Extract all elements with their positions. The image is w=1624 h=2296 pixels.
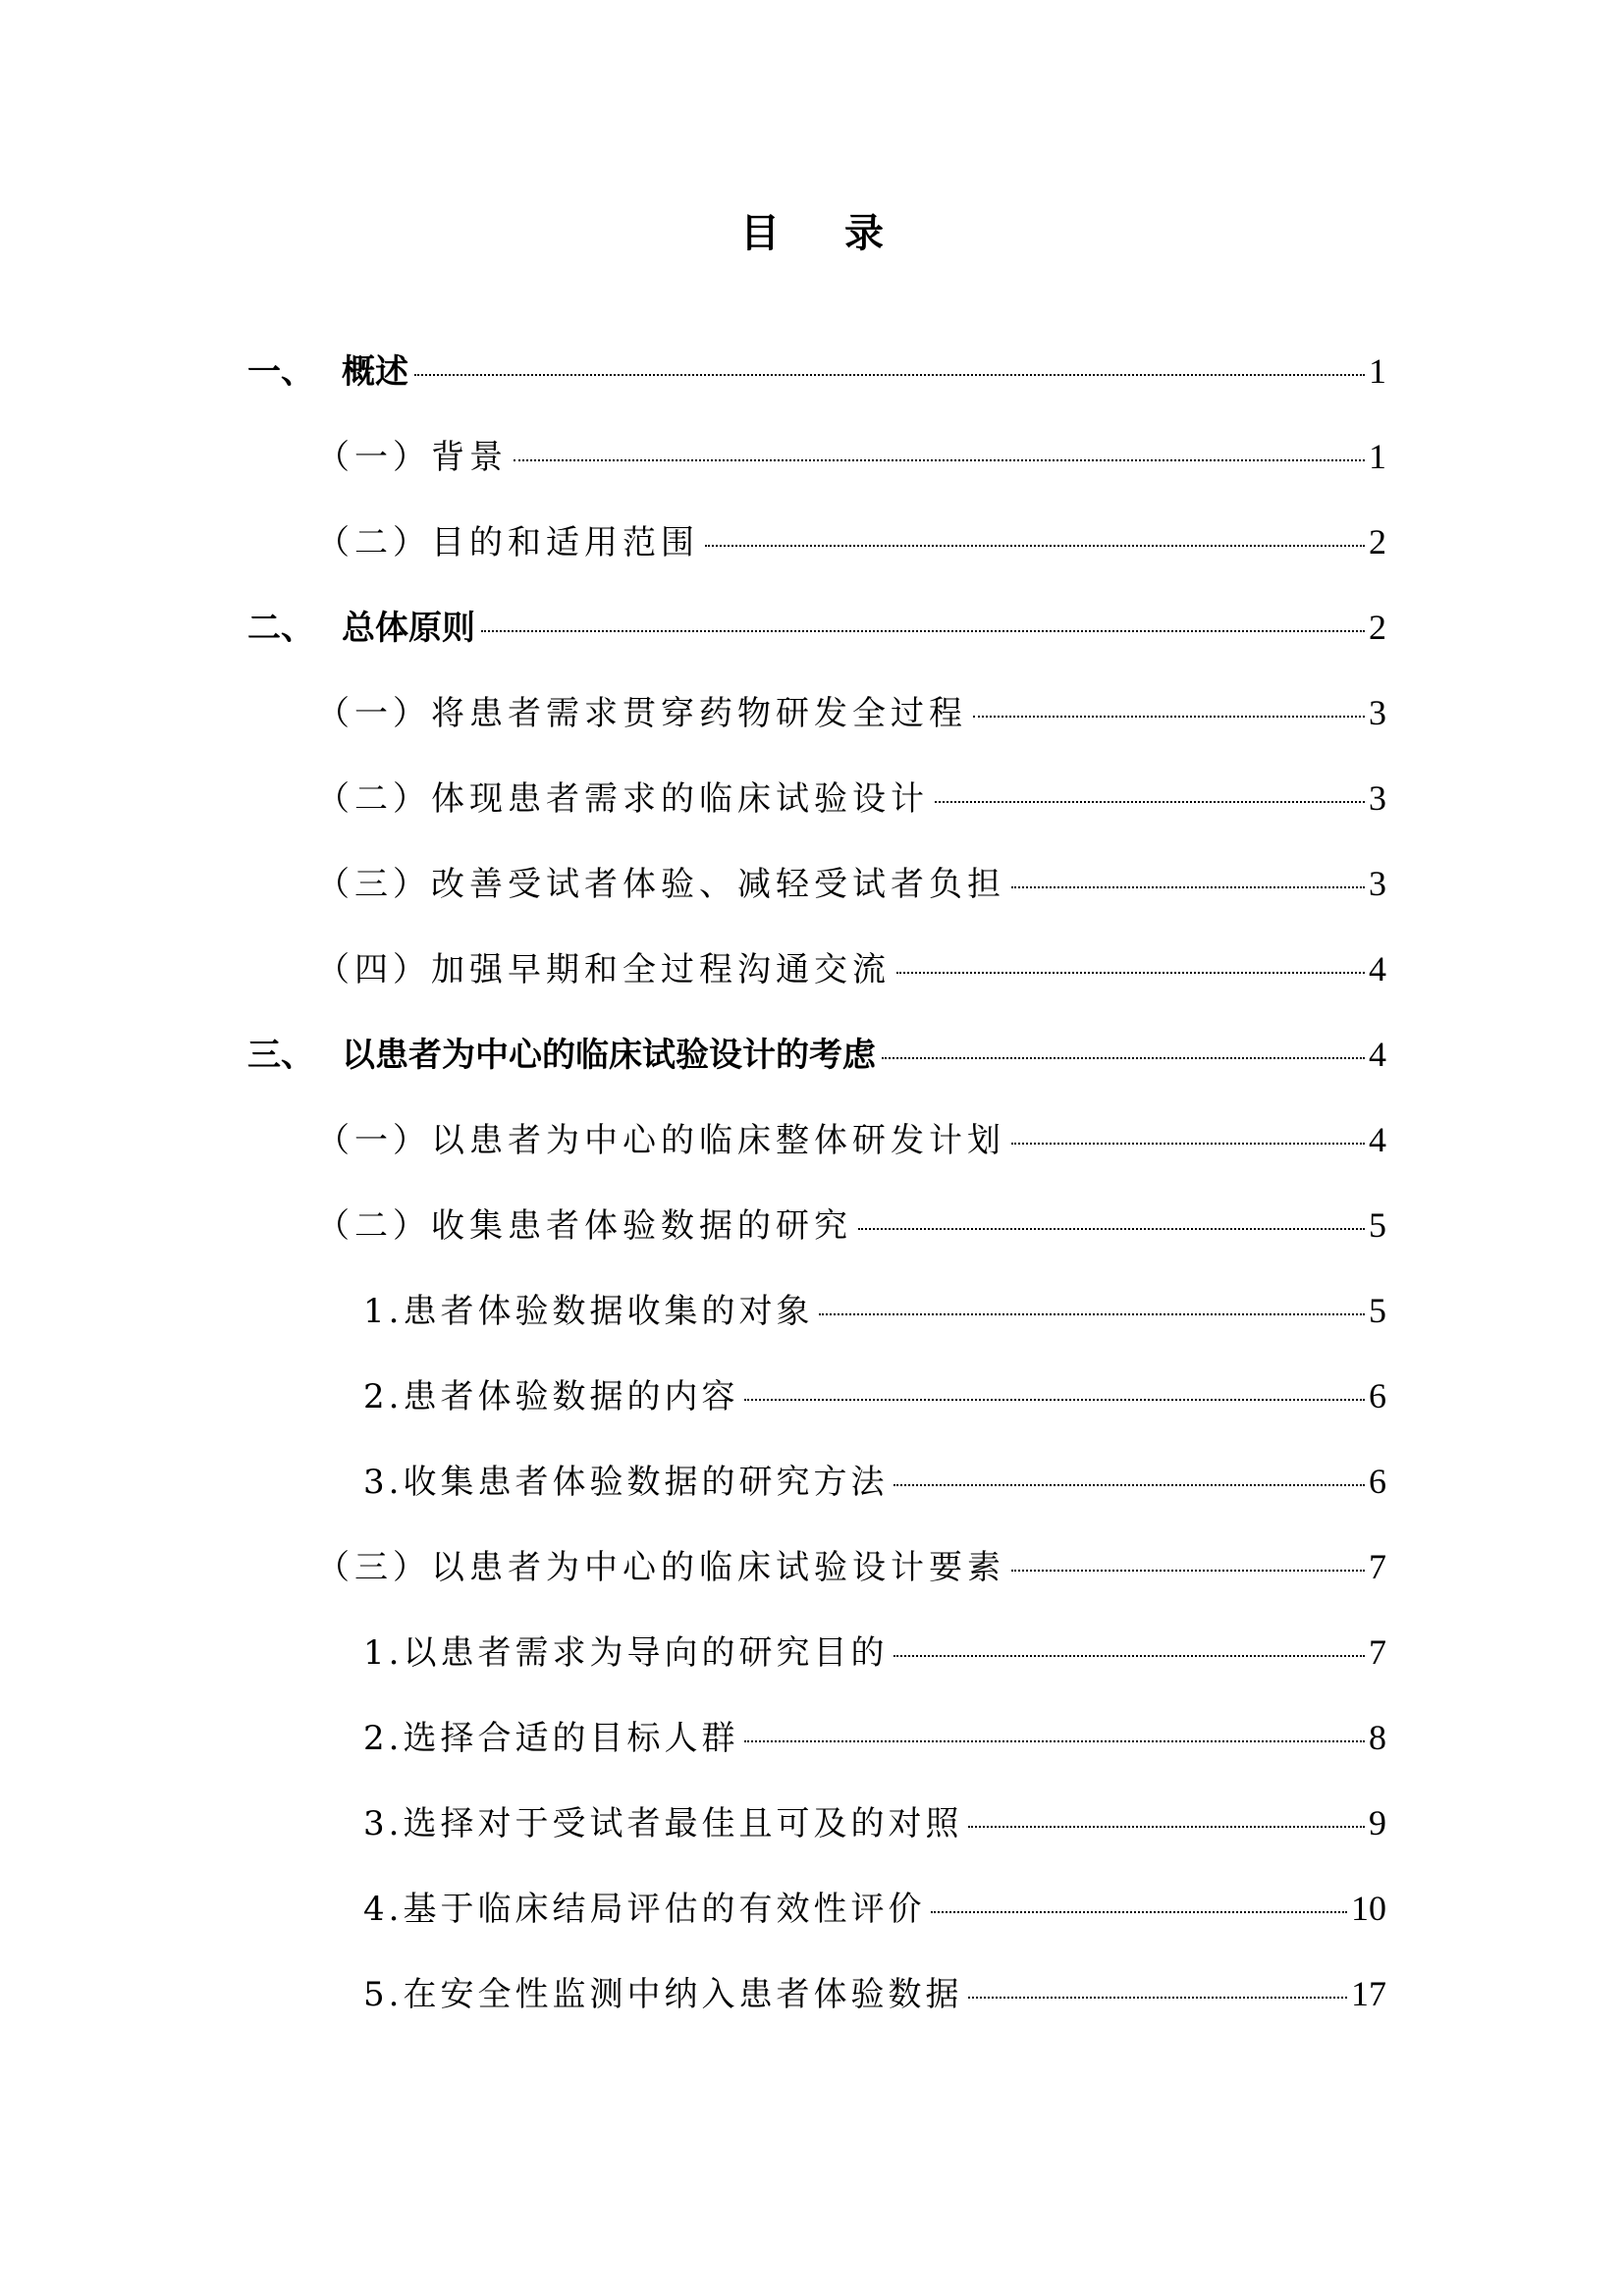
toc-item-data-content[interactable] xyxy=(247,1366,1386,1452)
toc-page-number: 6 xyxy=(1369,1376,1386,1415)
toc-page-number: 5 xyxy=(1369,1291,1386,1330)
dot-leader xyxy=(705,545,1365,547)
toc-entry-label: （二）收集患者体验数据的研究 xyxy=(316,1206,852,1246)
toc-entry-label: （二）体现患者需求的临床试验设计 xyxy=(316,779,929,819)
toc-entry-label: 2.选择合适的目标人群 xyxy=(363,1719,739,1758)
toc-subsection-patient-needs-throughout[interactable] xyxy=(247,683,1386,769)
toc-page-number: 4 xyxy=(1369,1035,1386,1074)
toc-page-number: 9 xyxy=(1369,1803,1386,1842)
toc-entry-label: （三）以患者为中心的临床试验设计要素 xyxy=(316,1548,1005,1587)
dot-leader xyxy=(973,716,1365,718)
toc-entry-label xyxy=(247,599,475,658)
toc-entry-number: 三、 xyxy=(247,1036,314,1075)
dot-leader xyxy=(968,1997,1347,1999)
toc-entry-label xyxy=(247,343,408,401)
dot-leader xyxy=(896,972,1365,974)
toc-section-general-principles[interactable] xyxy=(247,598,1386,683)
dot-leader xyxy=(1011,1143,1365,1145)
toc-item-control-selection[interactable] xyxy=(247,1793,1386,1879)
toc-entry-label: 3.选择对于受试者最佳且可及的对照 xyxy=(363,1804,963,1843)
toc-entry-text: 总体原则 xyxy=(342,609,475,648)
dot-leader xyxy=(1011,886,1365,888)
toc-subsection-trial-design-needs[interactable] xyxy=(247,769,1386,854)
toc-section-overview[interactable] xyxy=(247,342,1386,427)
toc-entry-label xyxy=(247,1026,876,1085)
dot-leader xyxy=(414,374,1365,376)
toc-item-safety-monitoring[interactable] xyxy=(247,1964,1386,2050)
dot-leader xyxy=(1011,1570,1365,1572)
dot-leader xyxy=(893,1484,1365,1486)
toc-item-target-population[interactable] xyxy=(247,1708,1386,1793)
toc-entry-label: 5.在安全性监测中纳入患者体验数据 xyxy=(363,1975,963,2014)
toc-entry-label: （四）加强早期和全过程沟通交流 xyxy=(316,950,891,989)
dot-leader xyxy=(935,801,1365,803)
toc-page-number: 7 xyxy=(1369,1547,1386,1586)
toc-page-number: 1 xyxy=(1369,351,1386,391)
toc-subsection-background[interactable] xyxy=(247,427,1386,512)
dot-leader xyxy=(819,1313,1365,1315)
toc-entry-text: 以患者为中心的临床试验设计的考虑 xyxy=(342,1036,876,1075)
dot-leader xyxy=(744,1740,1365,1742)
toc-page-number: 4 xyxy=(1369,1120,1386,1159)
toc-page-number: 1 xyxy=(1369,437,1386,476)
toc-entry-label: 3.收集患者体验数据的研究方法 xyxy=(363,1463,889,1502)
toc-subsection-design-elements[interactable] xyxy=(247,1537,1386,1623)
toc-entry-label: （一）背景 xyxy=(316,438,508,477)
toc-page-number: 17 xyxy=(1351,1974,1386,2013)
toc-page-number: 7 xyxy=(1369,1632,1386,1672)
toc-page-number: 3 xyxy=(1369,778,1386,818)
toc-page-number: 4 xyxy=(1369,949,1386,988)
toc-section-patient-centered-design[interactable] xyxy=(247,1025,1386,1110)
toc-entry-label: （一）将患者需求贯穿药物研发全过程 xyxy=(316,694,967,733)
toc-entry-label: 2.患者体验数据的内容 xyxy=(363,1377,739,1416)
toc-item-research-objective[interactable] xyxy=(247,1623,1386,1708)
toc-entry-label: 4.基于临床结局评估的有效性评价 xyxy=(363,1890,926,1929)
toc-subsection-communication[interactable] xyxy=(247,939,1386,1025)
dot-leader xyxy=(968,1826,1365,1828)
toc-item-efficacy-evaluation[interactable] xyxy=(247,1879,1386,1964)
dot-leader xyxy=(514,459,1365,461)
dot-leader xyxy=(893,1655,1365,1657)
dot-leader xyxy=(882,1057,1365,1059)
toc-item-research-methods[interactable] xyxy=(247,1452,1386,1537)
dot-leader xyxy=(744,1399,1365,1401)
page-title: 目 录 xyxy=(740,211,909,256)
toc-page-number: 3 xyxy=(1369,864,1386,903)
toc-page-number: 3 xyxy=(1369,693,1386,732)
toc-page-number: 2 xyxy=(1369,608,1386,647)
toc-page-number: 2 xyxy=(1369,522,1386,561)
toc-subsection-development-plan[interactable] xyxy=(247,1110,1386,1196)
toc-entry-label: 1.患者体验数据收集的对象 xyxy=(363,1292,814,1331)
dot-leader xyxy=(858,1228,1365,1230)
toc-entry-text: 概述 xyxy=(342,352,408,392)
toc-entry-number: 二、 xyxy=(247,609,314,648)
toc-subsection-subject-experience[interactable] xyxy=(247,854,1386,939)
toc-entry-label: （一）以患者为中心的临床整体研发计划 xyxy=(316,1121,1005,1160)
toc-entry-label: （三）改善受试者体验、减轻受试者负担 xyxy=(316,865,1005,904)
table-of-contents xyxy=(247,342,1386,2050)
toc-page-number: 5 xyxy=(1369,1205,1386,1245)
toc-entry-label: 1.以患者需求为导向的研究目的 xyxy=(363,1633,889,1673)
toc-entry-label: （二）目的和适用范围 xyxy=(316,523,699,562)
toc-page-number: 6 xyxy=(1369,1462,1386,1501)
toc-entry-number: 一、 xyxy=(247,352,314,392)
toc-subsection-purpose-scope[interactable] xyxy=(247,512,1386,598)
toc-page-number: 10 xyxy=(1351,1889,1386,1928)
toc-item-data-subjects[interactable] xyxy=(247,1281,1386,1366)
toc-page-number: 8 xyxy=(1369,1718,1386,1757)
dot-leader xyxy=(481,630,1365,632)
dot-leader xyxy=(931,1911,1347,1913)
toc-subsection-experience-data-research[interactable] xyxy=(247,1196,1386,1281)
